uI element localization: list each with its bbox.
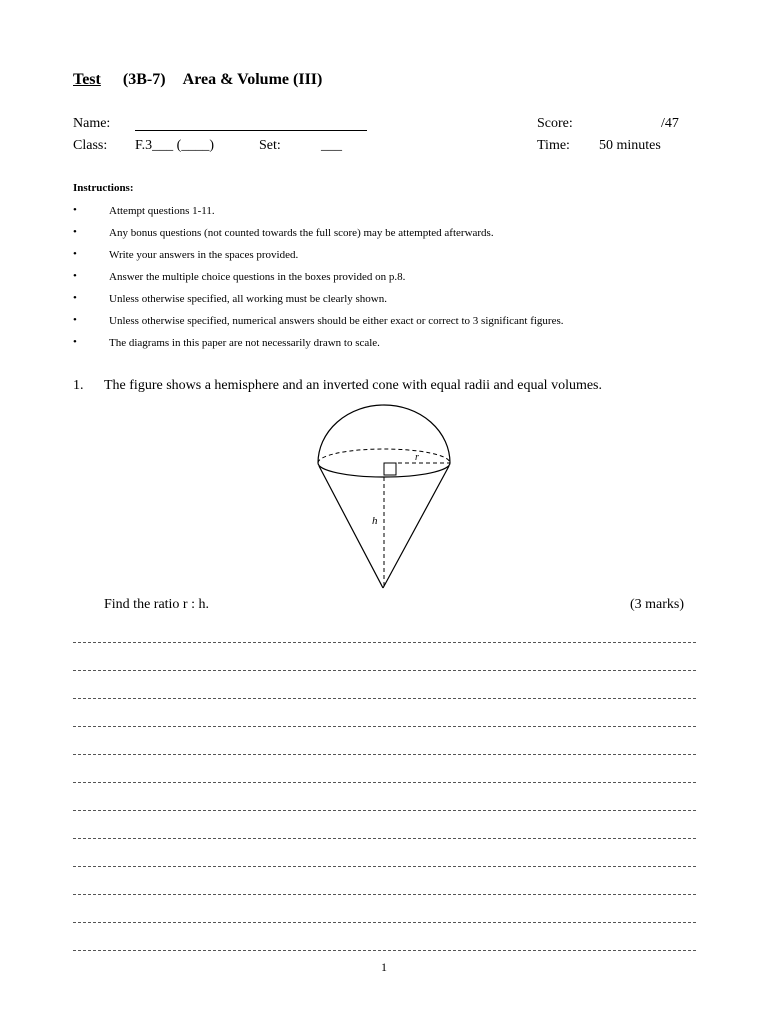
question-marks: (3 marks) [630,597,685,612]
answer-line[interactable] [73,866,696,867]
page-number: 1 [381,960,387,974]
answer-line[interactable] [73,726,696,727]
answer-line[interactable] [73,670,696,671]
hemisphere-outline [318,405,450,463]
instruction-item: Unless otherwise specified, all working must be clearly shown. [109,293,387,305]
answer-line[interactable] [73,950,696,951]
instruction-item: Unless otherwise specified, numerical answers should be either exact or correct to 3 significant figures. [109,315,564,327]
cone-right-side [383,466,449,588]
answer-line[interactable] [73,698,696,699]
test-topic: Area & Volume (III) [182,71,323,88]
instruction-item: The diagrams in this paper are not necessarily drawn to scale. [109,337,380,349]
instructions-heading: Instructions: [73,182,134,194]
test-title [73,71,322,89]
hemisphere-cone-figure [310,402,460,594]
score-label: Score: [537,116,573,131]
bullet-icon: • [73,336,77,348]
answer-line[interactable] [73,894,696,895]
test-label: Test [73,71,101,88]
bullet-icon: • [73,292,77,304]
radius-label: r [415,452,419,463]
answer-line[interactable] [73,642,696,643]
bullet-icon: • [73,270,77,282]
question-prompt: Find the ratio r : h. [104,597,209,612]
question-text: The figure shows a hemisphere and an inverted cone with equal radii and equal volumes. [104,378,603,393]
instruction-item: Write your answers in the spaces provided. [109,249,299,261]
name-field[interactable] [135,117,367,131]
instruction-item: Answer the multiple choice questions in the boxes provided on p.8. [109,271,406,283]
test-code: (3B-7) [122,71,166,88]
instruction-item: Any bonus questions (not counted towards the full score) may be attempted afterwards. [109,227,494,239]
answer-line[interactable] [73,782,696,783]
time-label: Time: [537,138,570,153]
answer-line[interactable] [73,754,696,755]
time-value: 50 minutes [599,138,661,153]
bullet-icon: • [73,204,77,216]
bullet-icon: • [73,226,77,238]
question-number: 1. [73,378,84,393]
right-angle-marker [384,463,396,475]
set-label: Set: [259,138,281,153]
name-label: Name: [73,116,111,131]
class-field[interactable]: F.3___ (____) [135,138,214,153]
answer-line[interactable] [73,838,696,839]
cone-left-side [319,466,383,588]
height-label: h [372,515,378,527]
bullet-icon: • [73,314,77,326]
bullet-icon: • [73,248,77,260]
answer-line[interactable] [73,810,696,811]
instruction-item: Attempt questions 1-11. [109,205,215,217]
set-field[interactable]: ___ [321,138,342,153]
answer-line[interactable] [73,922,696,923]
rim-back [318,449,450,463]
class-label: Class: [73,138,108,153]
score-total: /47 [661,116,679,131]
